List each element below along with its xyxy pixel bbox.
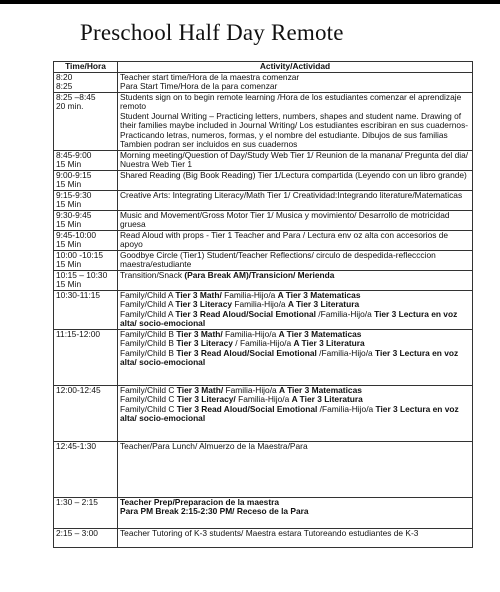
activity-text-bold: Tier 3 Literacy/ [176,394,236,404]
activity-text: Read Aloud with props - Tier 1 Teacher and Para / Lectura env oz alta con accesorios de apoyo [120,229,449,249]
activity-text: Family/Child C [120,384,177,395]
activity-cell [118,497,473,528]
activity-text: Morning meeting/Question of Day/Study Web Tier 1/ Reunion de la manana/ Pregunta del dia/ Nuestra Web Tier 1 [120,149,469,169]
top-border [0,0,500,4]
header-row [54,62,473,73]
schedule-row [54,270,473,290]
activity-text: Familia-Hijo/a [222,328,279,339]
activity-text: Family/Child A [120,299,176,309]
activity-text-bold: Tier 3 Lectura en voz alta/ socio-emocional [120,308,458,328]
activity-text: Familia-Hijo/a [235,394,292,404]
activity-cell [118,250,473,270]
time-text: 9:00-9:15 15 Min [56,169,92,189]
schedule-row [54,150,473,170]
activity-text: Familia-Hijo/a [232,299,288,309]
activity-text-bold: Teacher Prep/Preparacion de la maestra [120,496,280,507]
document-title: Preschool Half Day Remote [80,20,344,45]
activity-text: Shared Reading (Big Book Reading) Tier 1/Lectura compartida (Leyendo con un libro grande) [120,169,467,180]
activity-text-bold: A Tier 3 Matematicas [279,384,362,395]
activity-cell [118,385,473,441]
time-column-header: Time/Hora [54,62,118,73]
time-text: 1:30 – 2:15 [56,496,98,507]
activity-column-header: Activity/Actividad [118,62,473,73]
schedule-row [54,170,473,190]
activity-text-bold: Tier 3 Math/ [176,328,223,339]
activity-text: /Familia-Hijo/a [316,347,376,358]
activity-text: Creative Arts: Integrating Literacy/Math Tier 1/ Creatividad:Integrando literature/Matematicas [120,189,463,200]
activity-text-bold: Tier 3 Lectura en voz alta/ socio-emocional [120,403,459,423]
activity-cell [118,290,473,329]
activity-text-bold: A Tier 3 Literatura [291,394,363,404]
activity-line [120,82,470,92]
activity-text: /Familia-Hijo/a [317,403,376,414]
activity-text-bold: (Para Break AM)/Transicion/ Merienda [184,269,335,280]
time-cell [54,170,118,190]
activity-text-bold: A Tier 3 Matematicas [277,289,361,300]
activity-cell [118,190,473,210]
activity-cell [118,170,473,190]
activity-cell [118,441,473,497]
activity-line [120,349,470,368]
time-cell [54,72,118,92]
activity-text-bold: Tier 3 Literacy [176,338,233,348]
activity-line [120,231,470,250]
time-text: 8:25 –8:45 20 min. [56,91,96,111]
schedule-table [53,61,473,548]
time-text: 12:45-1:30 [56,440,97,451]
time-text: 8:45-9:00 15 Min [56,149,92,169]
schedule-row [54,92,473,150]
schedule-row [54,210,473,230]
activity-line [120,191,470,201]
activity-text-bold: Tier 3 Math/ [176,384,224,395]
time-cell [54,92,118,150]
time-cell [54,528,118,547]
time-text: 12:00-12:45 [56,384,101,395]
activity-line [120,211,470,230]
time-cell [54,210,118,230]
activity-line [120,271,470,281]
activity-text: Family/Child B [120,347,177,358]
time-cell [54,290,118,329]
activity-text: Family/Child C [120,403,177,414]
activity-cell [118,92,473,150]
time-cell [54,385,118,441]
activity-text: Music and Movement/Gross Motor Tier 1/ Musica y movimiento/ Desarrollo de motricidad gruesa [120,209,450,229]
activity-text: Students sign on to begin remote learning /Hora de los estudiantes comenzar el aprendizaje remoto [120,91,462,111]
schedule-row [54,250,473,270]
activity-cell [118,210,473,230]
activity-text: Family/Child A [120,289,176,300]
time-cell [54,497,118,528]
schedule-row [54,290,473,329]
time-text: 9:45-10:00 15 Min [56,229,97,249]
activity-cell [118,230,473,250]
activity-text-bold: Tier 3 Read Aloud/Social Emotional [175,308,316,319]
time-cell [54,230,118,250]
schedule-row [54,72,473,92]
activity-text-bold: Tier 3 Read Aloud/Social Emotional [176,347,317,358]
time-text: 8:20 8:25 [56,71,73,91]
time-text: 10:15 – 10:30 15 Min [56,269,108,289]
activity-text-bold: A Tier 3 Matematicas [278,328,362,339]
time-text: 2:15 – 3:00 [56,527,98,538]
activity-line [120,442,470,452]
activity-line [120,151,470,170]
schedule-row [54,441,473,497]
schedule-row [54,385,473,441]
time-text: 10:30-11:15 [56,289,101,300]
schedule-row [54,230,473,250]
activity-text: Goodbye Circle (Tier1) Student/Teacher Reflections/ circulo de despedida-reflecccion maestra/estudiante [120,249,436,269]
activity-cell [118,270,473,290]
activity-text: Family/Child A [120,308,176,319]
time-cell [54,270,118,290]
schedule-row [54,497,473,528]
activity-line [120,112,470,150]
activity-line [120,251,470,270]
activity-text-bold: A Tier 3 Literatura [287,299,360,309]
time-cell [54,190,118,210]
activity-cell [118,150,473,170]
schedule-row [54,190,473,210]
activity-cell [118,72,473,92]
activity-text: Family/Child B [120,338,177,348]
activity-line [120,171,470,181]
activity-text: / Familia-Hijo/a [232,338,294,348]
activity-text: /Familia-Hijo/a [315,308,375,319]
time-text: 11:15-12:00 [56,328,101,339]
schedule-row [54,329,473,385]
time-cell [54,150,118,170]
activity-text-bold: Tier 3 Math/ [175,289,222,300]
activity-text: Student Journal Writing – Practicing letters, numbers, shapes and student name. Drawing of their families maybe included in Journal Writing/ Los estudiantes escribiran en sus cuadernos-Practicando letras, numeros, formas, y el nombre del estudiante. Dibujos de sus familias Tambien podran ser incluidos en sus cuadernos [120,110,469,149]
activity-text: Teacher start time/Hora de la maestra comenzar [120,71,300,82]
activity-text: Familia-Hijo/a [223,384,280,395]
activity-text: Transition/Snack [120,269,185,280]
activity-text: Family/Child C [120,394,177,404]
activity-line [120,529,470,539]
activity-line [120,310,470,329]
activity-cell [118,329,473,385]
activity-line [120,93,470,112]
activity-text: Para Start Time/Hora de la para comenzar [120,81,278,91]
time-text: 9:30-9:45 15 Min [56,209,92,229]
activity-text-bold: Tier 3 Lectura en voz alta/ socio-emocional [120,347,459,367]
activity-text: Teacher Tutoring of K-3 students/ Maestra estara Tutoreando estudiantes de K-3 [120,527,419,538]
time-cell [54,250,118,270]
activity-cell [118,528,473,547]
activity-text-bold: Para PM Break 2:15-2:30 PM/ Receso de la Para [120,506,309,516]
activity-text-bold: Tier 3 Read Aloud/Social Emotional [176,403,318,414]
activity-line [120,507,470,517]
time-text: 9:15-9:30 15 Min [56,189,92,209]
schedule-row [54,528,473,547]
activity-text: Family/Child B [120,328,177,339]
activity-text-bold: Tier 3 Literacy [175,299,233,309]
activity-text-bold: A Tier 3 Literatura [293,338,365,348]
time-text: 10:00 -10:15 15 Min [56,249,104,269]
time-cell [54,441,118,497]
activity-text: Familia-Hijo/a [221,289,278,300]
activity-line [120,405,470,424]
time-cell [54,329,118,385]
activity-text: Teacher/Para Lunch/ Almuerzo de la Maestra/Para [120,440,308,451]
